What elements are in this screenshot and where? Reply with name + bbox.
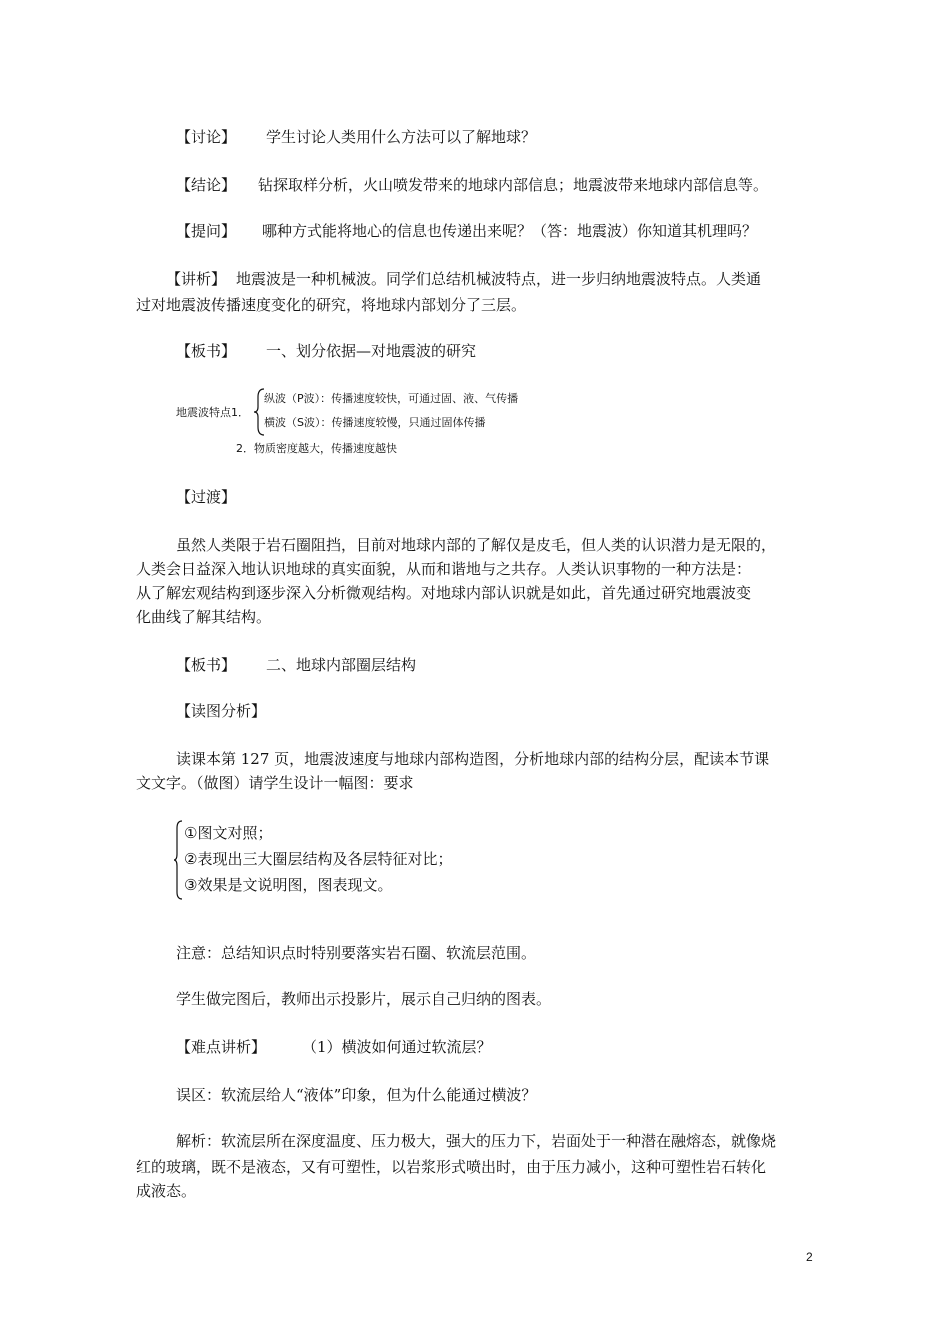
conclusion-paragraph [176, 174, 768, 196]
requirement-3: ③效果是文说明图，图表现文。 [184, 876, 393, 894]
difficulty-text: （1）横波如何通过软流层？ [302, 1038, 492, 1056]
analysis-line-3: 成液态。 [136, 1182, 197, 1200]
difficulty-tag: 【难点讲析】 [176, 1038, 267, 1056]
note-paragraph: 注意：总结知识点时特别要落实岩石圈、软流层范围。 [176, 944, 537, 962]
difficulty-paragraph [176, 1036, 492, 1058]
conclusion-tag: 【结论】 [176, 176, 237, 194]
read-map-tag: 【读图分析】 [176, 702, 267, 720]
board2-paragraph [176, 654, 416, 676]
question-tag: 【提问】 [176, 222, 237, 240]
density-point: 2．物质密度越大，传播速度越快 [236, 442, 397, 455]
transition-tag: 【过渡】 [176, 488, 237, 506]
p-wave-text: 纵波（P波）：传播速度较快，可通过固、液、气传播 [264, 392, 519, 405]
seismic-label: 地震波特点1． [176, 406, 249, 419]
lecture-line-2: 过对地震波传播速度变化的研究，将地球内部划分了三层。 [136, 296, 527, 314]
question-text: 哪种方式能将地心的信息也传递出来呢？（答：地震波）你知道其机理吗？ [262, 222, 758, 240]
transition-line-2: 人类会日益深入地认识地球的真实面貌，从而和谐地与之共存。人类认识事物的一种方法是： [136, 560, 752, 578]
question-paragraph [176, 220, 757, 242]
conclusion-text: 钻探取样分析，火山喷发带来的地球内部信息；地震波带来地球内部信息等。 [258, 176, 769, 194]
requirement-1: ①图文对照； [184, 824, 273, 842]
transition-line-4: 化曲线了解其结构。 [136, 608, 272, 626]
discussion-text: 学生讨论人类用什么方法可以了解地球？ [266, 128, 537, 146]
board1-tag: 【板书】 [176, 342, 237, 360]
analysis-line-1: 解析：软流层所在深度温度、压力极大，强大的压力下，岩面处于一种潜在融熔态，就像烧 [176, 1132, 777, 1150]
read-text-line-2: 文文字。（做图）请学生设计一幅图：要求 [136, 774, 414, 792]
board2-tag: 【板书】 [176, 656, 237, 674]
board2-text: 二、地球内部圈层结构 [266, 656, 417, 674]
discussion-paragraph [176, 126, 536, 148]
page-number: 2 [806, 1250, 813, 1264]
misconception-paragraph: 误区：软流层给人“液体”印象，但为什么能通过横波？ [176, 1086, 537, 1104]
requirements-brace [174, 820, 184, 900]
analysis-line-2: 红的玻璃，既不是液态，又有可塑性，以岩浆形式喷出时，由于压力减小，这种可塑性岩石转化 [136, 1158, 767, 1176]
lecture-tag: 【讲析】 [166, 270, 227, 288]
s-wave-text: 横波（S波）：传播速度较慢，只通过固体传播 [264, 416, 486, 429]
board1-paragraph [176, 340, 476, 362]
requirement-2: ②表现出三大圈层结构及各层特征对比； [184, 850, 453, 868]
transition-line-1: 虽然人类限于岩石圈阻挡，目前对地球内部的了解仅是皮毛，但人类的认识潜力是无限的， [176, 536, 777, 554]
discussion-tag: 【讨论】 [176, 128, 237, 146]
board1-text: 一、划分依据—对地震波的研究 [266, 342, 477, 360]
lecture-text-1: 地震波是一种机械波。同学们总结机械波特点，进一步归纳地震波特点。人类通 [236, 270, 762, 288]
transition-line-3: 从了解宏观结构到逐步深入分析微观结构。对地球内部认识就是如此，首先通过研究地震波变 [136, 584, 752, 602]
read-text-line-1: 读课本第 127 页，地震波速度与地球内部构造图，分析地球内部的结构分层，配读本节课 [176, 750, 770, 768]
lecture-line-1 [166, 268, 761, 290]
after-paragraph: 学生做完图后，教师出示投影片，展示自己归纳的图表。 [176, 990, 552, 1008]
